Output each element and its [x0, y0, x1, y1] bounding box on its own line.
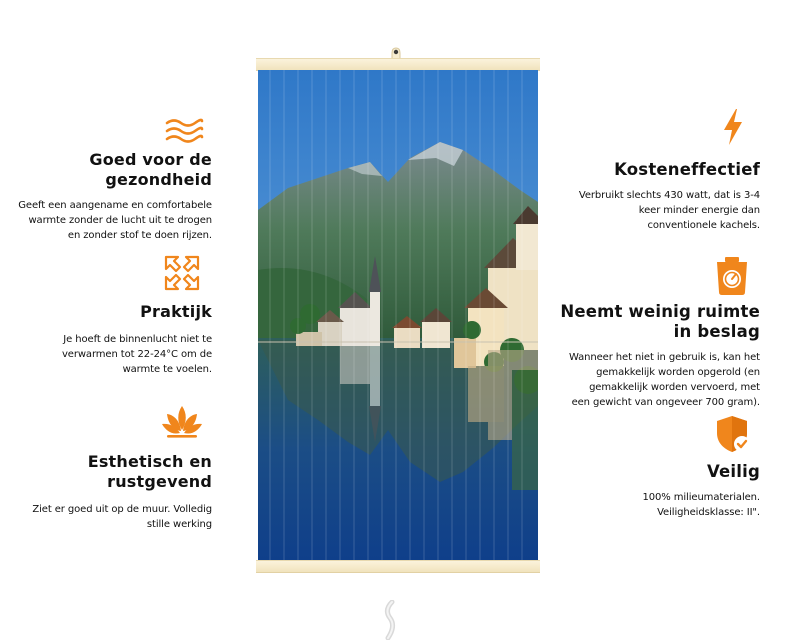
feature-title: Veilig [706, 462, 760, 481]
scale-icon [714, 256, 750, 296]
feature-aesthetic [14, 404, 212, 532]
film-heater-panel [256, 46, 540, 574]
feature-practical [14, 254, 212, 377]
feature-desc-line: Veiligheidsklasse: II". [657, 507, 760, 518]
feature-desc-line: warmte zonder de lucht uit te drogen [28, 215, 212, 226]
feature-desc-line: gemakkelijk worden opgerold (en [596, 367, 760, 378]
feature-desc-line: Verbruikt slechts 430 watt, dat is 3-4 [578, 190, 760, 201]
feature-title: Praktijk [140, 302, 212, 321]
feature-desc-line: conventionele kachels. [647, 220, 760, 231]
feature-desc-line: Ziet er goed uit op de muur. Volledig [32, 504, 212, 515]
feature-title-line: rustgevend [107, 472, 212, 491]
feature-title-line: Esthetisch en [87, 452, 212, 471]
feature-desc-line: een gewicht van ongeveer 700 gram). [571, 397, 760, 408]
feature-health [14, 116, 212, 243]
waves-icon [164, 116, 204, 146]
bottom-rod [256, 560, 540, 573]
feature-title: Kosteneffectief [614, 160, 760, 179]
feature-safe [560, 414, 760, 520]
landscape-print-image [258, 70, 538, 560]
feature-desc-line: keer minder energie dan [638, 205, 760, 216]
feature-desc-line: gemakkelijk worden vervoerd, met [589, 382, 760, 393]
feature-space [560, 256, 760, 410]
feature-title-line: Neemt weinig ruimte [560, 302, 760, 321]
feature-title-line: Goed voor de [89, 150, 212, 169]
lightning-icon [722, 108, 744, 146]
feature-title-line: gezondheid [105, 170, 212, 189]
feature-desc-line: Je hoeft de binnenlucht niet te [63, 334, 212, 345]
feature-title-line: in beslag [673, 322, 760, 341]
feature-desc-line: 100% milieumaterialen. [642, 492, 760, 503]
feature-desc-line: verwarmen tot 22-24°C om de [61, 349, 212, 360]
feature-desc-line: Wanneer het niet in gebruik is, kan het [568, 352, 760, 363]
feature-cost [560, 108, 760, 233]
arrows-icon [163, 254, 201, 292]
feature-desc-line: warmte te voelen. [122, 364, 212, 375]
lotus-icon [161, 404, 203, 440]
shield-check-icon [712, 414, 752, 454]
feature-desc-line: Geeft een aangename en comfortabele [18, 200, 212, 211]
power-cord-icon [380, 600, 404, 640]
feature-desc-line: en zonder stof te doen rijzen. [67, 230, 212, 241]
feature-desc-line: stille werking [146, 519, 212, 530]
